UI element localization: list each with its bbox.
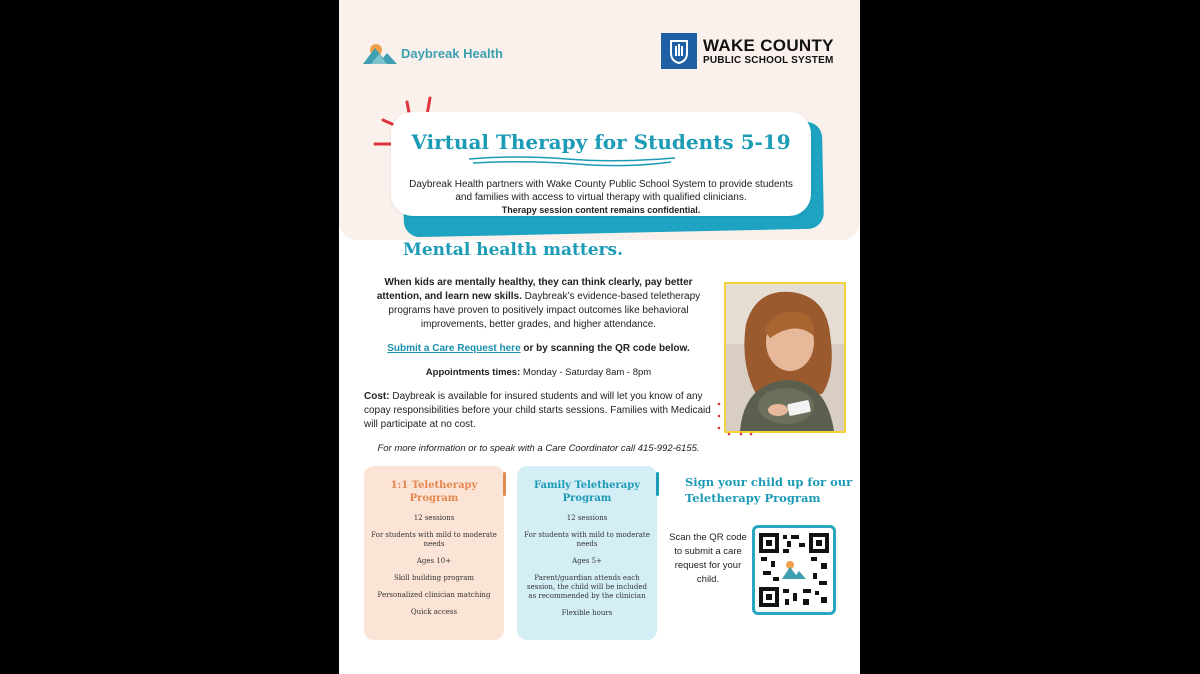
hero-description xyxy=(401,178,801,217)
intro-rest: Daybreak’s evidence-based teletherapy programs have proven to positively impact outcomes like behavioral improvements, better grades, and higher attendance. xyxy=(388,291,701,330)
care-request-line xyxy=(361,343,716,354)
program-feature: 12 sessions xyxy=(413,514,455,522)
hero-card xyxy=(391,112,811,216)
program-title: Family Teletherapy Program xyxy=(533,480,641,504)
intro-bold: When kids are mentally healthy, they can think clearly, pay better attention, and learn new skills. xyxy=(376,277,693,302)
hero-title: Virtual Therapy for Students 5-19 xyxy=(411,130,791,154)
signup-heading: Sign your child up for our Teletherapy Program xyxy=(685,475,853,505)
appointment-times xyxy=(361,367,716,378)
cost-label: Cost: xyxy=(364,391,390,402)
program-feature: Parent/guardian attends each session, the child will be included as recommended by the clinician xyxy=(527,574,647,600)
program-features xyxy=(517,514,657,618)
flyer-page xyxy=(339,0,860,674)
program-features xyxy=(364,514,504,617)
wcpss-seal-icon xyxy=(661,33,697,69)
program-feature: Quick access xyxy=(410,608,458,616)
daybreak-logo-text: Daybreak Health xyxy=(401,45,503,61)
program-feature: 12 sessions xyxy=(566,514,608,522)
program-accent-bar xyxy=(656,472,659,496)
intro-paragraph xyxy=(361,276,716,332)
hero-description-text: Daybreak Health partners with Wake County Public School System to provide students and families with access to virtual therapy with qualified clinicians. xyxy=(409,179,793,203)
mountain-sun-icon xyxy=(363,40,397,66)
accent-dots-icon xyxy=(715,394,755,438)
qr-code-icon xyxy=(759,533,829,607)
program-feature: For students with mild to moderate needs xyxy=(524,531,650,548)
cost-paragraph xyxy=(364,390,716,432)
program-feature: Ages 10+ xyxy=(416,557,452,565)
care-request-link[interactable]: Submit a Care Request here xyxy=(387,343,521,354)
wcpss-name-line2: PUBLIC SCHOOL SYSTEM xyxy=(703,54,834,66)
program-accent-bar xyxy=(503,472,506,496)
program-feature: Flexible hours xyxy=(561,609,613,617)
program-title: 1:1 Teletherapy Program xyxy=(390,480,478,504)
daybreak-logo xyxy=(363,40,503,66)
section-heading: Mental health matters. xyxy=(403,240,623,260)
cost-text: Daybreak is available for insured students and will let you know of any copay responsibilities before your child starts sessions. Families with Medicaid will participate at no cost. xyxy=(364,391,711,430)
hero-confidential-note: Therapy session content remains confidential. xyxy=(501,205,701,215)
care-request-suffix: or by scanning the QR code below. xyxy=(520,343,690,354)
program-feature: Skill building program xyxy=(393,574,475,582)
program-card-family xyxy=(517,466,657,640)
program-card-1on1 xyxy=(364,466,504,640)
scan-instructions: Scan the QR code to submit a care request for your child. xyxy=(669,532,747,585)
qr-code[interactable] xyxy=(752,525,836,615)
program-feature: Personalized clinician matching xyxy=(377,591,491,599)
appt-label: Appointments times: xyxy=(425,367,521,378)
more-info-line: For more information or to speak with a Care Coordinator call 415-992-6155. xyxy=(377,443,700,454)
title-underline-squiggle xyxy=(467,154,677,168)
wcpss-name-line1: WAKE COUNTY xyxy=(703,35,834,55)
program-feature: For students with mild to moderate needs xyxy=(371,531,497,548)
wcpss-logo xyxy=(661,33,834,69)
program-feature: Ages 5+ xyxy=(572,557,602,565)
appt-value: Monday - Saturday 8am - 8pm xyxy=(520,367,652,378)
